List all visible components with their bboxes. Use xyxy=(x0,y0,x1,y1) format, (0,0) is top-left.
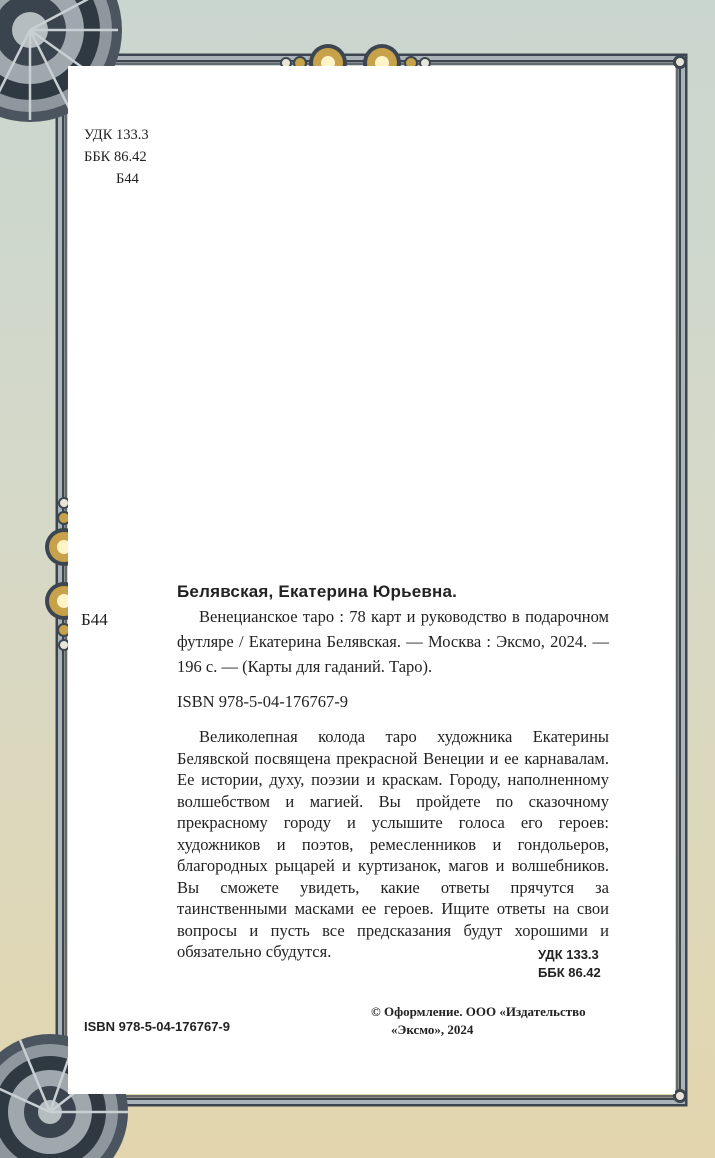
copyright-notice xyxy=(371,1003,586,1039)
corner-stud-icon xyxy=(673,1089,687,1103)
bbk-code-bottom: ББК 86.42 xyxy=(538,965,601,980)
annotation-paragraph xyxy=(177,726,609,963)
corner-stud-icon xyxy=(673,55,687,69)
author-sign-margin: Б44 xyxy=(81,610,108,629)
bbk-code: ББК 86.42 xyxy=(84,149,147,165)
catalog-codes-bottom xyxy=(538,946,601,982)
isbn-bottom: ISBN 978-5-04-176767-9 xyxy=(84,1019,230,1034)
catalog-codes-top xyxy=(84,124,149,190)
imprint-page xyxy=(68,66,675,1094)
copyright-line-2: «Эксмо», 2024 xyxy=(391,1022,474,1037)
copyright-line-1: © Оформление. ООО «Издательство xyxy=(371,1004,586,1019)
author-heading: Белявская, Екатерина Юрьевна. xyxy=(177,582,458,601)
udk-code: УДК 133.3 xyxy=(84,127,149,143)
udk-code-bottom: УДК 133.3 xyxy=(538,947,599,962)
isbn-line: ISBN 978-5-04-176767-9 xyxy=(177,692,348,711)
bibliographic-text: Венецианское таро : 78 карт и руководство в подарочном футляре / Екатерина Белявская. — Москва : Эксмо, 2024. — 196 с. — (Карты для гаданий. Таро). xyxy=(177,607,609,676)
annotation-text: Великолепная колода таро художника Екатерины Белявской посвящена прекрасной Венеции и ее карнавалам. Ее истории, духу, поэзии и краскам. Городу, наполненному волшебством и магией. Вы пройдете по сказочному прекрасному городу и услышите голоса его героев: художников и поэтов, ремесленников и гондольеров, благородных рыцарей и куртизанок, магов и волшебников. Вы сможете увидеть, какие ответы прячутся за таинственными масками ее героев. Ищите ответы на свои вопросы и пусть все предсказания будут хорошими и обязательно сбудутся. xyxy=(177,727,609,961)
author-sign: Б44 xyxy=(116,171,139,187)
bibliographic-description xyxy=(177,604,609,679)
